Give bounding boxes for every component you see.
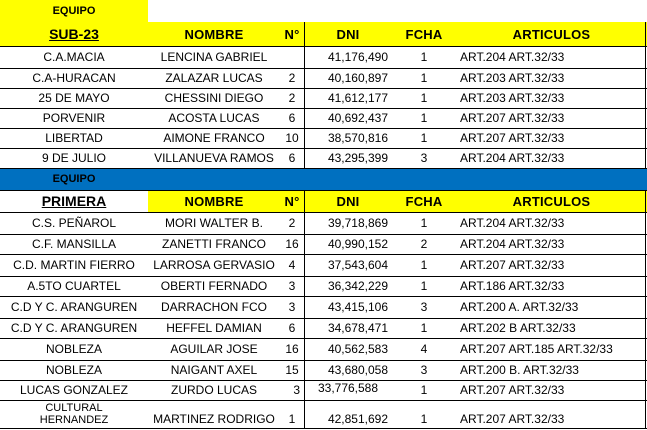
row-equipo: 9 DE JULIO — [41, 151, 107, 165]
row-fecha: 4 — [420, 342, 428, 356]
sub23-header-row — [0, 22, 647, 46]
row-equipo: PORVENIR — [42, 111, 106, 125]
grid-line — [0, 190, 647, 191]
row-dni: 40,990,152 — [327, 237, 388, 251]
row-dni: 34,678,471 — [327, 321, 388, 335]
row-equipo: A.5TO CUARTEL — [27, 279, 121, 293]
grid-line — [0, 88, 647, 89]
table-row — [0, 68, 647, 88]
row-equipo: 25 DE MAYO — [38, 91, 110, 105]
grid-line — [0, 46, 647, 47]
primera-title: PRIMERA — [41, 193, 107, 209]
table-row — [0, 212, 647, 234]
row-nombre: LENCINA GABRIEL — [160, 50, 268, 64]
row-equipo-line2: HERNANDEZ — [39, 414, 109, 426]
row-numero: 1 — [288, 412, 296, 426]
row-fecha: 1 — [420, 279, 428, 293]
table-row — [0, 360, 647, 380]
primera-header-articulos: ARTICULOS — [456, 190, 647, 212]
row-fecha: 1 — [420, 412, 428, 426]
grid-line — [304, 190, 305, 428]
row-articulos: ART.202 B ART.32/33 — [460, 321, 576, 335]
row-equipo: C.D Y C. ARANGUREN — [10, 300, 138, 314]
row-numero: 3 — [293, 383, 300, 397]
grid-line — [0, 108, 647, 109]
row-numero: 6 — [288, 151, 296, 165]
sub23-title: SUB-23 — [49, 26, 99, 42]
row-nombre: LARROSA GERVASIO — [153, 258, 275, 272]
top-equipo-label: EQUIPO — [0, 0, 148, 22]
row-equipo: NOBLEZA — [45, 342, 102, 356]
grid-line — [0, 360, 647, 361]
sub23-header-numero: N° — [284, 26, 300, 42]
table-row — [0, 234, 647, 254]
table-row — [0, 148, 647, 168]
grid-line — [0, 318, 647, 319]
grid-line — [645, 190, 646, 428]
row-numero: 2 — [288, 91, 296, 105]
primera-header-dni: DNI — [304, 190, 392, 212]
row-fecha: 1 — [420, 321, 428, 335]
row-nombre: ZURDO LUCAS — [170, 383, 257, 397]
table-row — [0, 108, 647, 128]
row-dni: 43,415,106 — [327, 300, 388, 314]
row-fecha: 1 — [420, 71, 428, 85]
row-dni: 43,295,399 — [327, 151, 388, 165]
grid-line — [0, 400, 647, 401]
row-nombre: CHESSINI DIEGO — [164, 91, 264, 105]
row-articulos: ART.203 ART.32/33 — [460, 71, 565, 85]
row-articulos: ART.204 ART.32/33 — [460, 216, 565, 230]
grid-line — [0, 128, 647, 129]
table-row — [0, 296, 647, 318]
grid-line — [0, 212, 647, 213]
row-equipo: C.S. PEÑAROL — [31, 216, 117, 230]
row-fecha: 1 — [420, 50, 428, 64]
primera-header-nombre: NOMBRE — [148, 190, 280, 212]
row-articulos: ART.207 ART.185 ART.32/33 — [460, 342, 613, 356]
table-row — [0, 318, 647, 338]
row-equipo: LUCAS GONZALEZ — [19, 383, 129, 397]
top-equipo-row — [0, 0, 647, 22]
row-fecha: 1 — [420, 258, 428, 272]
grid-line — [0, 68, 647, 69]
grid-line — [304, 22, 305, 168]
row-dni: 40,160,897 — [327, 71, 388, 85]
row-dni: 43,680,058 — [327, 363, 388, 377]
primera-header-fecha: FCHA — [392, 190, 456, 212]
row-fecha: 2 — [420, 237, 428, 251]
row-numero: 3 — [288, 279, 296, 293]
row-numero: 4 — [288, 258, 296, 272]
row-nombre: AIMONE FRANCO — [163, 131, 265, 145]
row-nombre: ZANETTI FRANCO — [162, 237, 266, 251]
row-articulos: ART.207 ART.32/33 — [460, 111, 565, 125]
row-numero: 6 — [288, 111, 296, 125]
grid-line — [0, 234, 647, 235]
row-fecha: 3 — [420, 300, 428, 314]
row-nombre: HEFFEL DAMIAN — [166, 321, 262, 335]
row-dni: 41,612,177 — [327, 91, 388, 105]
row-dni: 37,543,604 — [327, 258, 388, 272]
row-articulos: ART.207 ART.32/33 — [460, 131, 565, 145]
row-fecha: 3 — [420, 151, 428, 165]
row-numero: 3 — [288, 300, 296, 314]
row-articulos: ART.204 ART.32/33 — [460, 151, 565, 165]
row-numero: 16 — [285, 342, 299, 356]
sub23-header-nombre: NOMBRE — [184, 26, 244, 42]
row-numero — [280, 46, 304, 68]
grid-line — [0, 168, 647, 169]
row-equipo: C.A-HURACAN — [32, 71, 116, 85]
row-nombre: OBERTI FERNADO — [160, 279, 268, 293]
row-nombre: ZALAZAR LUCAS — [165, 71, 263, 85]
grid-line — [0, 338, 647, 339]
row-equipo — [0, 400, 148, 428]
primera-header-row — [0, 190, 647, 212]
row-articulos: ART.204 ART.32/33 — [460, 50, 565, 64]
row-equipo: LIBERTAD — [45, 131, 103, 145]
grid-line — [645, 22, 646, 168]
row-dni: 38,570,816 — [327, 131, 388, 145]
row-nombre: DARRACHON FCO — [160, 300, 267, 314]
row-dni: 33,776,588 — [317, 381, 379, 395]
sub23-header-fecha: FCHA — [405, 26, 443, 42]
row-fecha: 1 — [420, 111, 428, 125]
grid-line — [0, 276, 647, 277]
row-dni: 42,851,692 — [327, 412, 388, 426]
row-numero: 16 — [285, 237, 299, 251]
grid-line — [0, 380, 647, 381]
table-row — [0, 88, 647, 108]
primera-equipo-label: EQUIPO — [52, 173, 96, 185]
row-fecha: 1 — [420, 383, 428, 397]
row-dni: 40,562,583 — [327, 342, 388, 356]
row-equipo: C.F. MANSILLA — [31, 237, 117, 251]
row-equipo: NOBLEZA — [45, 363, 102, 377]
row-numero: 10 — [285, 131, 299, 145]
table-row — [0, 276, 647, 296]
row-articulos: ART.207 ART.32/33 — [460, 412, 565, 426]
row-fecha: 1 — [420, 216, 428, 230]
row-articulos: ART.207 ART.32/33 — [460, 383, 565, 397]
row-fecha: 1 — [420, 131, 428, 145]
row-articulos: ART.200 A. ART.32/33 — [460, 300, 579, 314]
grid-line — [0, 148, 647, 149]
row-numero: 15 — [285, 363, 299, 377]
row-nombre: NAIGANT AXEL — [170, 363, 258, 377]
row-fecha: 3 — [420, 363, 428, 377]
row-nombre: MORI WALTER B. — [164, 216, 263, 230]
row-dni: 36,342,229 — [327, 279, 388, 293]
row-dni: 40,692,437 — [327, 111, 388, 125]
row-equipo: C.A.MACIA — [43, 50, 105, 64]
row-fecha: 1 — [420, 91, 428, 105]
sub23-header-dni: DNI — [336, 26, 360, 42]
row-numero: 2 — [288, 71, 296, 85]
row-nombre: ACOSTA LUCAS — [168, 111, 260, 125]
row-nombre: VILLANUEVA RAMOS — [154, 151, 274, 165]
table-row — [0, 400, 647, 428]
primera-equipo-band — [0, 168, 647, 190]
row-dni: 39,718,869 — [327, 216, 388, 230]
table-row — [0, 380, 647, 400]
table-row — [0, 254, 647, 276]
row-equipo-line1: CULTURAL — [45, 402, 103, 414]
grid-line — [0, 296, 647, 297]
row-equipo: C.D. MARTIN FIERRO — [13, 258, 135, 272]
row-numero: 2 — [288, 216, 296, 230]
row-dni: 41,176,490 — [327, 50, 388, 64]
row-articulos: ART.204 ART.32/33 — [460, 237, 565, 251]
row-articulos: ART.203 ART.32/33 — [460, 91, 565, 105]
primera-header-numero: N° — [280, 190, 304, 212]
row-articulos: ART.207 ART.32/33 — [460, 258, 565, 272]
row-nombre: AGUILAR JOSE — [170, 342, 258, 356]
grid-line — [0, 428, 647, 429]
row-nombre: MARTINEZ RODRIGO — [153, 412, 275, 426]
row-equipo: C.D Y C. ARANGUREN — [10, 321, 138, 335]
row-articulos: ART.200 B. ART.32/33 — [460, 363, 579, 377]
grid-line — [0, 254, 647, 255]
row-articulos: ART.186 ART.32/33 — [460, 279, 565, 293]
row-numero: 6 — [288, 321, 296, 335]
table-row — [0, 128, 647, 148]
table-row — [0, 46, 647, 68]
sub23-header-articulos: ARTICULOS — [512, 26, 591, 42]
table-row — [0, 338, 647, 360]
